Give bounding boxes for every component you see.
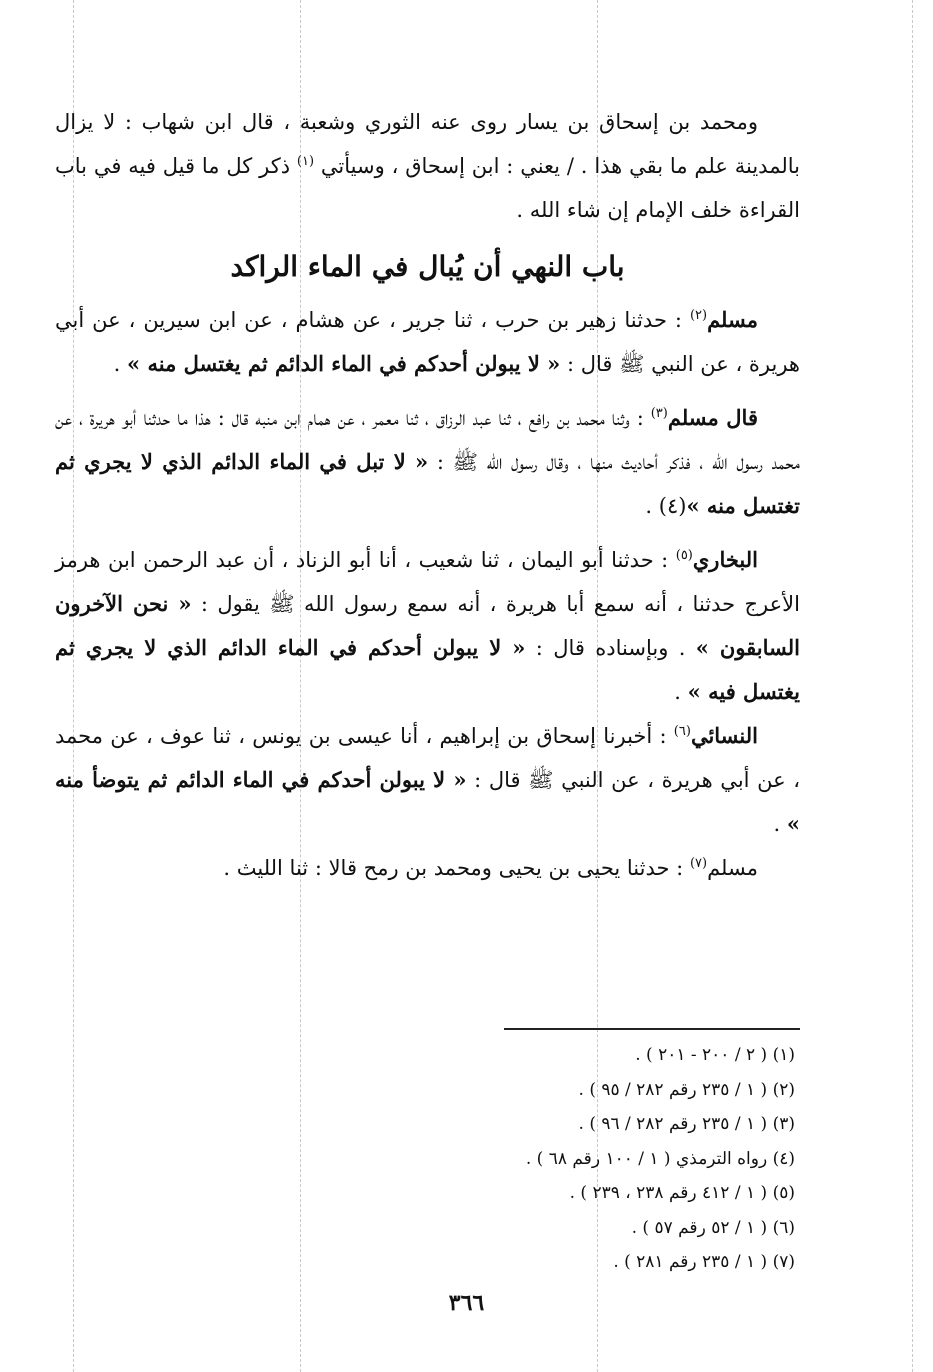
isnad-text: : أخبرنا إسحاق بن إبراهيم ، أنا عيسى بن يونس ، ثنا عوف ، عن محمد ، عن أبي هريرة ، عن النبي ﷺ قال :: [55, 724, 800, 792]
isnad-text: : حدثنا زهير بن حرب ، ثنا جرير ، عن هشام ، عن ابن سيرين ، عن أبي هريرة ، عن النبي ﷺ قال :: [55, 308, 800, 376]
footnote-7: (٧) ( ١ / ٢٣٥ رقم ٢٨١ ) .: [613, 1252, 795, 1272]
footnote-separator: [504, 1028, 800, 1030]
matn-text-2: « لا يبولن أحدكم في الماء الدائم الذي لا يجري ثم يغتسل فيه »: [55, 635, 800, 704]
footnotes-section: [55, 1028, 800, 1280]
footnote-6: (٦) ( ١ / ٥٢ رقم ٥٧ ) .: [631, 1217, 795, 1238]
footnote-ref-2: (٢): [689, 308, 708, 323]
footnote-ref-3: (٣): [650, 406, 668, 421]
source-name: مسلم: [707, 307, 758, 332]
scan-guide-line: [912, 0, 913, 1372]
tail-text: (٤) .: [645, 494, 687, 518]
footnote-ref-7: (٧): [689, 856, 708, 871]
chapter-title: باب النهي أن يُبال في الماء الراكد: [230, 250, 625, 283]
matn-text: « لا يبولن أحدكم في الماء الدائم ثم يغتسل منه »: [127, 351, 561, 376]
tail-text: .: [773, 812, 787, 836]
intro-paragraph: [55, 100, 800, 232]
tail-text: .: [113, 352, 128, 376]
source-name: مسلم: [707, 856, 758, 880]
matn-text: « نحن الآخرون السابقون »: [55, 591, 800, 660]
isnad-text: : وثنا محمد بن رافع ، ثنا عبد الرزاق ، ثنا معمر ، عن همام ابن منبه قال : هذا ما حدثنا أبو هريرة ، عن محمد رسول الله ، فذكر أحاديث منها ، وقال رسول الله ﷺ :: [55, 406, 800, 474]
footnote-ref-1: (١): [296, 154, 315, 169]
matn-text: « لا يبولن أحدكم في الماء الدائم ثم يتوضأ منه »: [55, 767, 800, 836]
footnote-ref-6: (٦): [673, 724, 691, 739]
hadith-bukhari: [55, 538, 800, 714]
intro-text-1: ومحمد بن إسحاق بن يسار روى عنه الثوري وشعبة ، قال ابن شهاب : لا يزال بالمدينة علم ما بقي هذا . / يعني : ابن إسحاق ، وسيأتي: [55, 110, 800, 178]
hadith-muslim-3: [55, 846, 800, 890]
book-page: [55, 100, 800, 1350]
tail-text: .: [674, 680, 688, 704]
source-name: البخاري: [692, 547, 758, 572]
footnote-1: (١) ( ٢ / ٢٠٠ - ٢٠١ ) .: [635, 1045, 795, 1065]
hadith-muslim-2: [55, 396, 800, 528]
intro-text-2: ذكر كل ما قيل فيه في باب القراءة خلف الإمام إن شاء الله .: [55, 154, 800, 222]
footnote-ref-5: (٥): [675, 548, 693, 563]
source-name: النسائي: [690, 723, 758, 748]
isnad-text-2: . وبإسناده قال :: [535, 636, 696, 660]
source-name: قال مسلم: [667, 405, 758, 430]
matn-text: « لا تبل في الماء الدائم الذي لا يجري ثم تغتسل منه »: [55, 449, 800, 518]
hadith-muslim-1: [55, 298, 800, 386]
footnote-4: (٤) رواه الترمذي ( ١ / ١٠٠ رقم ٦٨ ) .: [525, 1148, 795, 1169]
hadith-nasai: [55, 714, 800, 846]
footnote-2: (٢) ( ١ / ٢٣٥ رقم ٢٨٢ / ٩٥ ) .: [578, 1079, 795, 1100]
footnote-5: (٥) ( ١ / ٤١٢ رقم ٢٣٨ ، ٢٣٩ ) .: [569, 1183, 795, 1203]
footnote-3: (٣) ( ١ / ٢٣٥ رقم ٢٨٢ / ٩٦ ) .: [578, 1114, 795, 1134]
isnad-text: : حدثنا أبو اليمان ، ثنا شعيب ، أنا أبو الزناد ، أن عبد الرحمن ابن هرمز الأعرج حدثنا ، أنه سمع أبا هريرة ، أنه سمع رسول الله ﷺ يقول :: [55, 548, 800, 616]
isnad-text: : حدثنا يحيى بن يحيى ومحمد بن رمح قالا : ثنا الليث .: [223, 856, 684, 880]
page-number: ٣٦٦: [448, 1290, 485, 1316]
